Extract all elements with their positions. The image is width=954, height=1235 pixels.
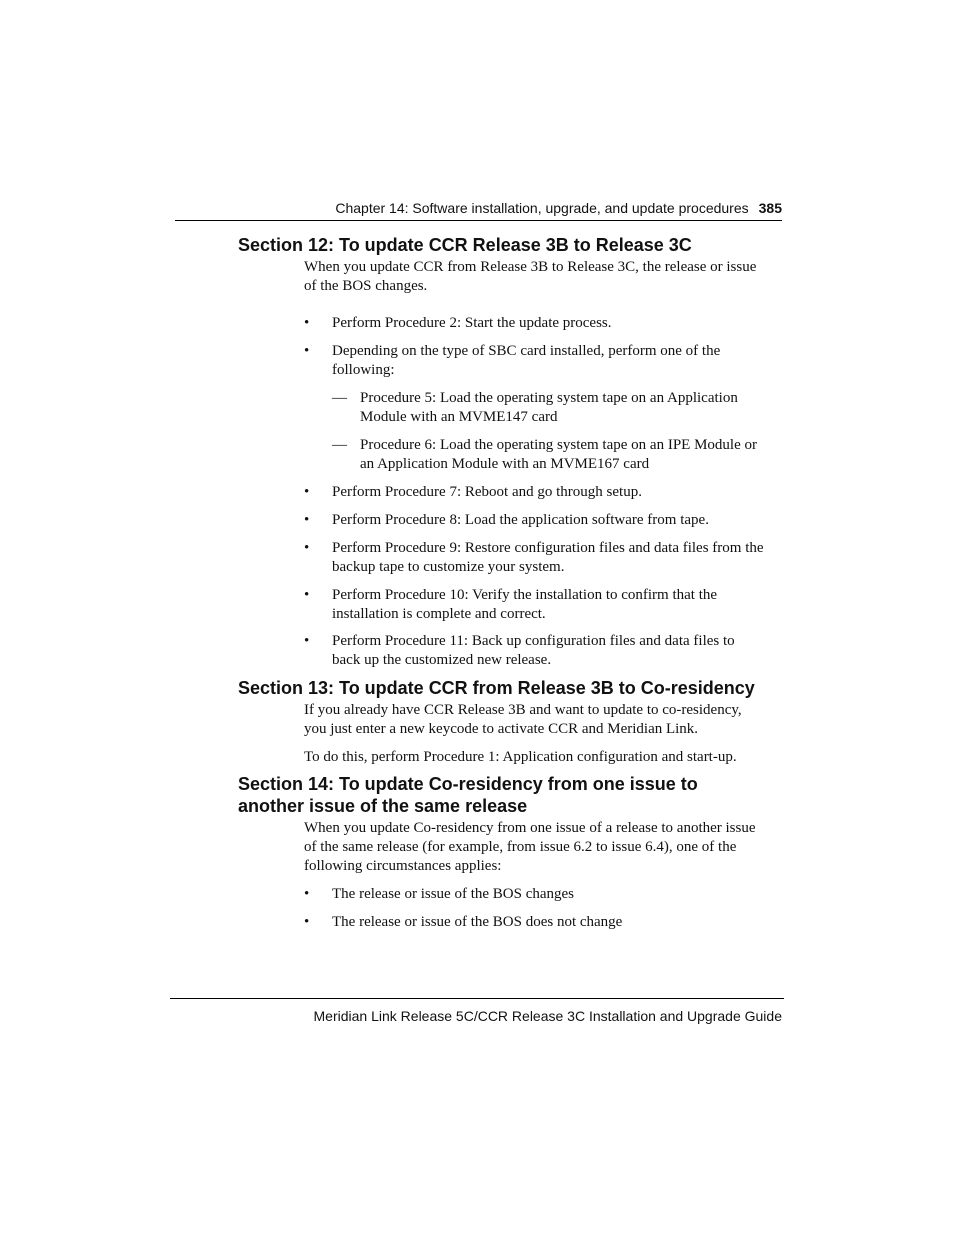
bullet: • — [304, 633, 310, 649]
para-line: you just enter a new keycode to activate CCR and Meridian Link. — [304, 721, 699, 737]
list-item-text: Perform Procedure 2: Start the update process. — [332, 315, 612, 331]
section-13-para — [304, 701, 784, 739]
bullet: • — [304, 914, 310, 930]
section-12-intro — [304, 258, 784, 296]
list-item-text: Perform Procedure 7: Reboot and go through setup. — [332, 484, 642, 500]
footer-title: Meridian Link Release 5C/CCR Release 3C Installation and Upgrade Guide — [313, 1008, 782, 1024]
section-13-heading: Section 13: To update CCR from Release 3B to Co-residency — [238, 678, 755, 698]
bullet: • — [304, 540, 310, 556]
list-item-text: backup tape to customize your system. — [332, 559, 565, 575]
running-header — [175, 197, 782, 219]
list-item-text: following: — [332, 362, 395, 378]
list-item-text: back up the customized new release. — [332, 652, 552, 668]
list-item — [304, 632, 784, 670]
section-12-heading: Section 12: To update CCR Release 3B to Release 3C — [238, 235, 692, 255]
list-item-text: Perform Procedure 8: Load the application software from tape. — [332, 512, 709, 528]
list-item-text: Perform Procedure 9: Restore configuration files and data files from the — [332, 540, 764, 556]
dash: — — [332, 437, 347, 453]
bullet: • — [304, 587, 310, 603]
list-item-text: The release or issue of the BOS does not change — [332, 914, 623, 930]
section-14-intro — [304, 819, 784, 876]
list-item-text: Perform Procedure 10: Verify the installation to confirm that the — [332, 587, 718, 603]
list-item — [304, 913, 784, 932]
list-item — [304, 586, 784, 624]
intro-line: When you update CCR from Release 3B to Release 3C, the release or issue — [304, 259, 757, 275]
list-item — [304, 314, 784, 333]
sub-list-item — [332, 389, 784, 427]
page-number: 385 — [758, 200, 782, 216]
dash: — — [332, 390, 347, 406]
list-item-text: installation is complete and correct. — [332, 606, 546, 622]
intro-line: following circumstances applies: — [304, 858, 502, 874]
bullet: • — [304, 512, 310, 528]
list-item — [304, 511, 784, 530]
list-item-text: The release or issue of the BOS changes — [332, 886, 575, 902]
sub-list-item — [332, 436, 784, 474]
list-item-text: Module with an MVME147 card — [360, 409, 558, 425]
heading-line: another issue of the same release — [238, 796, 528, 816]
section-13-para: To do this, perform Procedure 1: Application configuration and start-up. — [304, 749, 737, 765]
header-rule — [175, 220, 782, 221]
bullet: • — [304, 484, 310, 500]
section-14-heading — [238, 773, 698, 817]
list-item-text: Procedure 6: Load the operating system tape on an IPE Module or — [360, 437, 757, 453]
intro-line: When you update Co-residency from one issue of a release to another issue — [304, 820, 756, 836]
bullet: • — [304, 343, 310, 359]
list-item-text: an Application Module with an MVME167 card — [360, 456, 650, 472]
list-item — [304, 539, 784, 577]
list-item-text: Procedure 5: Load the operating system tape on an Application — [360, 390, 738, 406]
list-item-text: Depending on the type of SBC card installed, perform one of the — [332, 343, 721, 359]
intro-line: of the same release (for example, from issue 6.2 to issue 6.4), one of the — [304, 839, 737, 855]
list-item — [304, 483, 784, 502]
bullet: • — [304, 315, 310, 331]
list-item — [304, 342, 784, 380]
footer-rule — [170, 998, 784, 999]
heading-line: Section 14: To update Co-residency from one issue to — [238, 774, 698, 794]
intro-line: of the BOS changes. — [304, 278, 428, 294]
para-line: If you already have CCR Release 3B and want to update to co-residency, — [304, 702, 742, 718]
list-item-text: Perform Procedure 11: Back up configuration files and data files to — [332, 633, 735, 649]
chapter-title: Chapter 14: Software installation, upgrade, and update procedures — [335, 200, 749, 216]
bullet: • — [304, 886, 310, 902]
list-item — [304, 885, 784, 904]
